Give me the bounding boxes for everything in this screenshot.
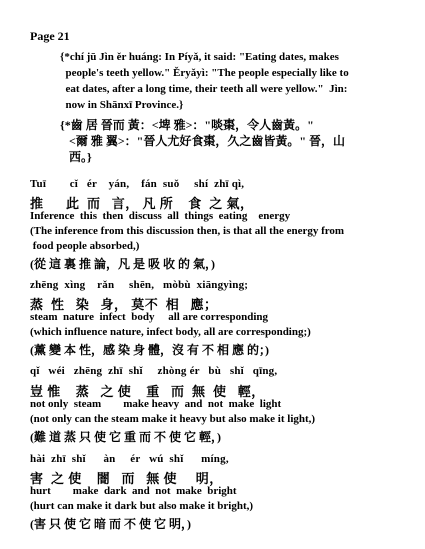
english-gloss-line: not only steam make heavy and not make light	[30, 398, 282, 410]
note-en-line: eat dates, after a long time, their teeth all were yellow." Jìn:	[60, 83, 348, 95]
modern-chinese-line: (薰 變 本 性，感 染 身 體，沒 有 不 相 應 的；)	[30, 343, 269, 357]
note-zh-line: 西。}	[60, 150, 92, 164]
hanzi-line: 推 此 而 言， 凡 所 食 之 氣，	[30, 196, 254, 211]
modern-chinese-line: (害 只 使 它 暗 而 不 使 它 明，)	[30, 517, 191, 531]
pinyin-line: qǐ wéi zhēng zhī shǐ zhòng ér bù shǐ qīng,	[30, 365, 278, 377]
paraphrase-line: (hurt can make it dark but also make it bright,)	[30, 500, 254, 512]
english-gloss-line: Inference this then discuss all things eating energy	[30, 210, 291, 222]
paraphrase-line: (The inference from this discussion then, is that all the energy from	[30, 225, 345, 237]
pinyin-line: hài zhī shǐ àn ér wú shǐ míng,	[30, 453, 229, 465]
modern-chinese-line: (難 道 蒸 只 使 它 重 而 不 使 它 輕，)	[30, 430, 221, 444]
note-en-line: {*chí jū Jìn ěr huáng: In Píyǎ, it said: "Eating dates, makes	[60, 51, 339, 63]
note-en-line: people's teeth yellow." Ěryǎyì: "The people especially like to	[60, 67, 349, 79]
pinyin-line: Tuī cǐ ér yán, fán suǒ shí zhī qì,	[30, 178, 245, 190]
hanzi-line: 豈 惟 蒸 之 使 重 而 無 使 輕，	[30, 384, 265, 399]
modern-chinese-line: (從 這 裏 推 論，凡 是 吸 收 的 氣，)	[30, 257, 215, 271]
paraphrase-line: (which influence nature, infect body, all are corresponding;)	[30, 326, 311, 338]
paraphrase-line: food people absorbed,)	[30, 240, 140, 252]
paraphrase-line: (not only can the steam make it heavy but also make it light,)	[30, 413, 316, 425]
note-en-line: now in Shānxī Province.}	[60, 99, 184, 111]
hanzi-line: 害 之 使 闇 而 無 使 明，	[30, 471, 223, 486]
english-gloss-line: hurt make dark and not make bright	[30, 485, 237, 497]
note-zh-line: {*齒 居 晉而 黃：<埤 雅>："啖棗，令人齒黃。"	[60, 118, 314, 132]
english-gloss-line: steam nature infect body all are corresponding	[30, 311, 269, 323]
pinyin-line: zhēng xìng rǎn shēn, mòbù xiāngyìng;	[30, 279, 249, 291]
page-label: Page 21	[30, 29, 70, 43]
note-zh-line: <爾 雅 翼>："晉人尤好食棗，久之齒皆黃。" 晉，山	[60, 134, 346, 148]
hanzi-line: 蒸 性 染 身， 莫不 相 應；	[30, 297, 218, 312]
